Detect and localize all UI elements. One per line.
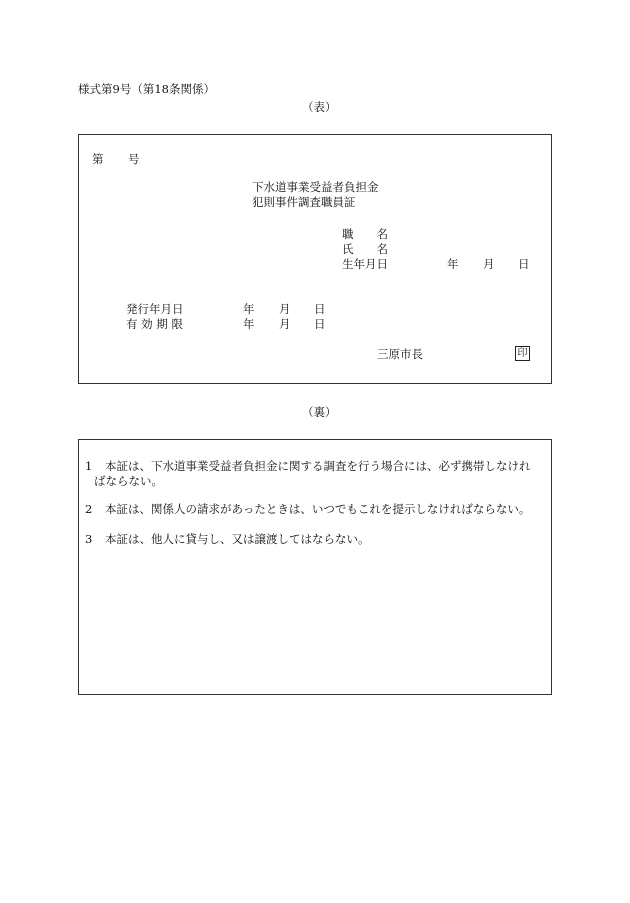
birth-year: 年	[447, 257, 459, 271]
birth-day: 日	[518, 257, 530, 271]
valid-until-label: 有 効 期 限	[126, 317, 183, 331]
card-title-line2: 犯則事件調査職員証	[252, 195, 356, 209]
position-label: 職 名	[342, 227, 388, 241]
back-item-3	[85, 532, 549, 547]
issue-month: 月	[279, 302, 291, 316]
back-item-2	[85, 502, 549, 517]
item-number: 1	[85, 459, 93, 473]
item-text: 本証は、他人に貸与し、又は譲渡してはならない。	[105, 532, 370, 546]
item-continuation: ばならない。	[94, 474, 163, 488]
issuer: 三原市長	[377, 347, 423, 361]
valid-month: 月	[279, 317, 291, 331]
card-title-line1: 下水道事業受益者負担金	[252, 180, 379, 194]
item-number: 2	[85, 502, 93, 516]
issue-day: 日	[314, 302, 326, 316]
birth-month: 月	[483, 257, 495, 271]
back-card	[78, 439, 552, 695]
item-number: 3	[85, 532, 93, 546]
item-text: 本証は、関係人の請求があったときは、いつでもこれを提示しなければならない。	[105, 502, 531, 516]
issue-year: 年	[243, 302, 255, 316]
form-number: 様式第9号（第18条関係）	[78, 82, 215, 96]
issue-date-label: 発行年月日	[126, 302, 184, 316]
valid-day: 日	[314, 317, 326, 331]
item-text: 本証は、下水道事業受益者負担金に関する調査を行う場合には、必ず携帯しなけれ	[105, 459, 531, 473]
back-label: （裏）	[302, 405, 337, 419]
name-label: 氏 名	[342, 242, 388, 256]
number-suffix: 号	[128, 152, 140, 166]
birthdate-label: 生年月日	[342, 257, 388, 271]
front-card	[78, 134, 552, 384]
number-prefix: 第	[92, 152, 104, 166]
seal-icon: 印	[515, 346, 530, 361]
valid-year: 年	[243, 317, 255, 331]
front-label: （表）	[302, 100, 337, 114]
back-item-1	[85, 459, 549, 489]
